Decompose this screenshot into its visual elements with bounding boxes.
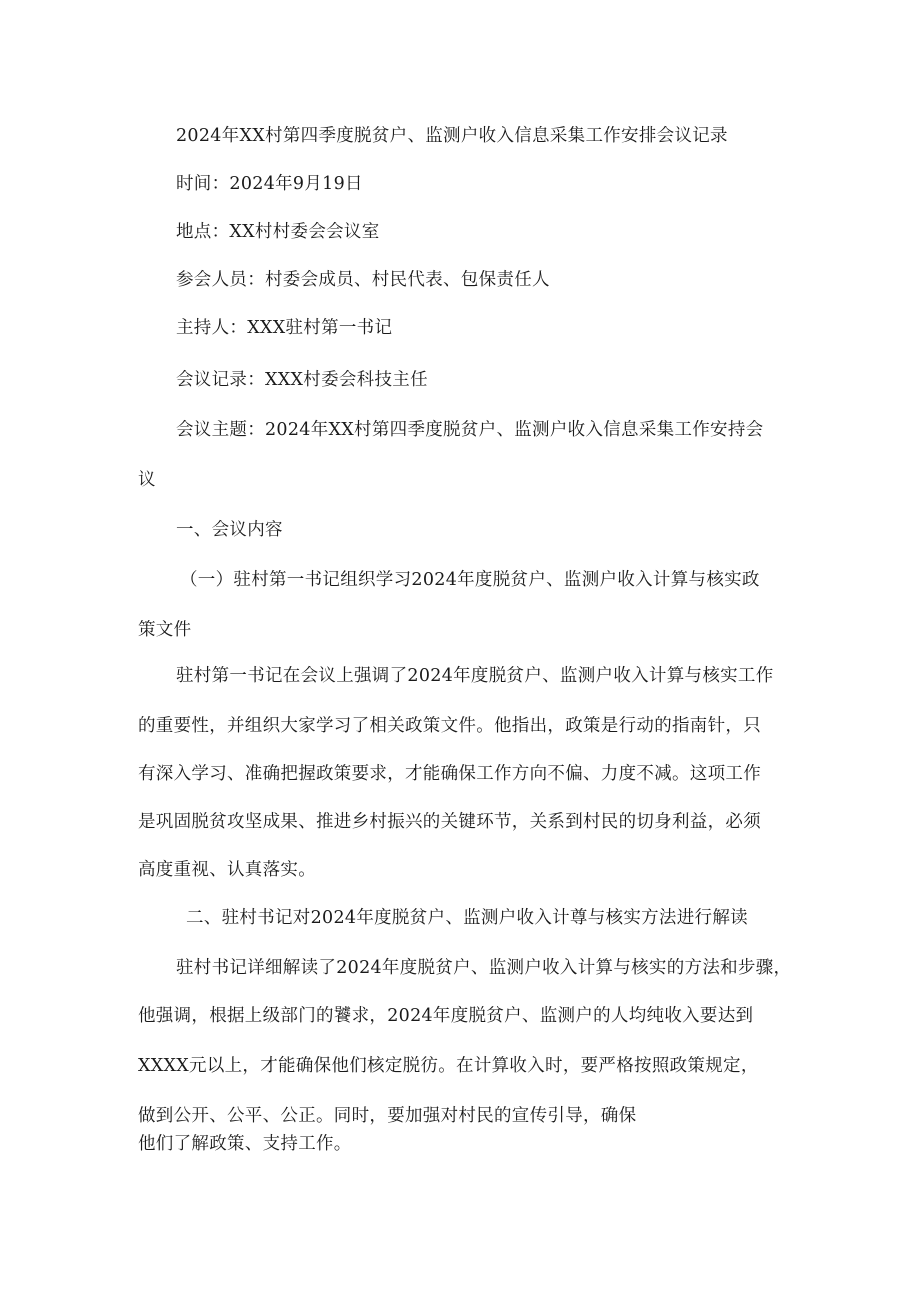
meeting-recorder: 会议记录：XXX村委会科技主任: [176, 370, 428, 390]
paragraph-method-line: 做到公开、公平、公正。同时，要加强对村民的宣传引导，确保: [138, 1106, 637, 1126]
paragraph-method-line: 驻村书记详细解读了2024年度脱贫户、监测户收入计算与核实的方法和步骤，: [176, 958, 792, 978]
paragraph-method-line: XXXX元以上，才能确保他们核定脱彷。在计算收入时，要严格按照政策规定，: [138, 1056, 759, 1076]
paragraph-policy-study-line: 高度重视、认真落实。: [138, 860, 316, 880]
section-heading-method-interpretation: 二、驻村书记对2024年度脱贫户、监测户收入计尊与核实方法进行解读: [186, 908, 748, 928]
subsection-heading-policy-study-continued: 策文件: [138, 620, 192, 640]
meeting-location: 地点：XX村村委会会议室: [176, 222, 380, 242]
meeting-topic: 会议主题：2024年XX村第四季度脱贫户、监测户收入信息采集工作安持会: [176, 420, 764, 440]
meeting-attendees: 参会人员：村委会成员、村民代表、包保责任人: [176, 270, 550, 290]
meeting-time: 时间：2024年9月19日: [176, 174, 363, 194]
paragraph-policy-study-line: 的重要性，并组织大家学习了相关政策文件。他指出，政策是行动的指南针，只: [138, 716, 761, 736]
paragraph-method-line: 他们了解政策、支持工作。: [138, 1134, 352, 1154]
paragraph-method-line: 他强调，根据上级部门的饕求，2024年度脱贫户、监测户的人均纯收入要达到: [138, 1006, 754, 1026]
paragraph-policy-study-line: 有深入学习、准确把握政策要求，才能确保工作方向不偏、力度不减。这项工作: [138, 764, 761, 784]
section-heading-meeting-content: 一、会议内容: [176, 520, 283, 540]
meeting-topic-continued: 议: [138, 470, 156, 490]
meeting-title: 2024年XX村第四季度脱贫户、监测户收入信息采集工作安排会议记录: [176, 126, 728, 146]
paragraph-policy-study-line: 驻村第一书记在会议上强调了2024年度脱贫户、监测户收入计算与核实工作: [176, 666, 774, 686]
meeting-host: 主持人：XXX驻村第一书记: [176, 318, 393, 338]
subsection-heading-policy-study: （一）驻村第一书记组织学习2024年度脱贫户、监测户收入计算与核实政: [180, 570, 760, 590]
paragraph-policy-study-line: 是巩固脱贫攻坚成果、推进乡村振兴的关键环节，关系到村民的切身利益，必须: [138, 812, 761, 832]
